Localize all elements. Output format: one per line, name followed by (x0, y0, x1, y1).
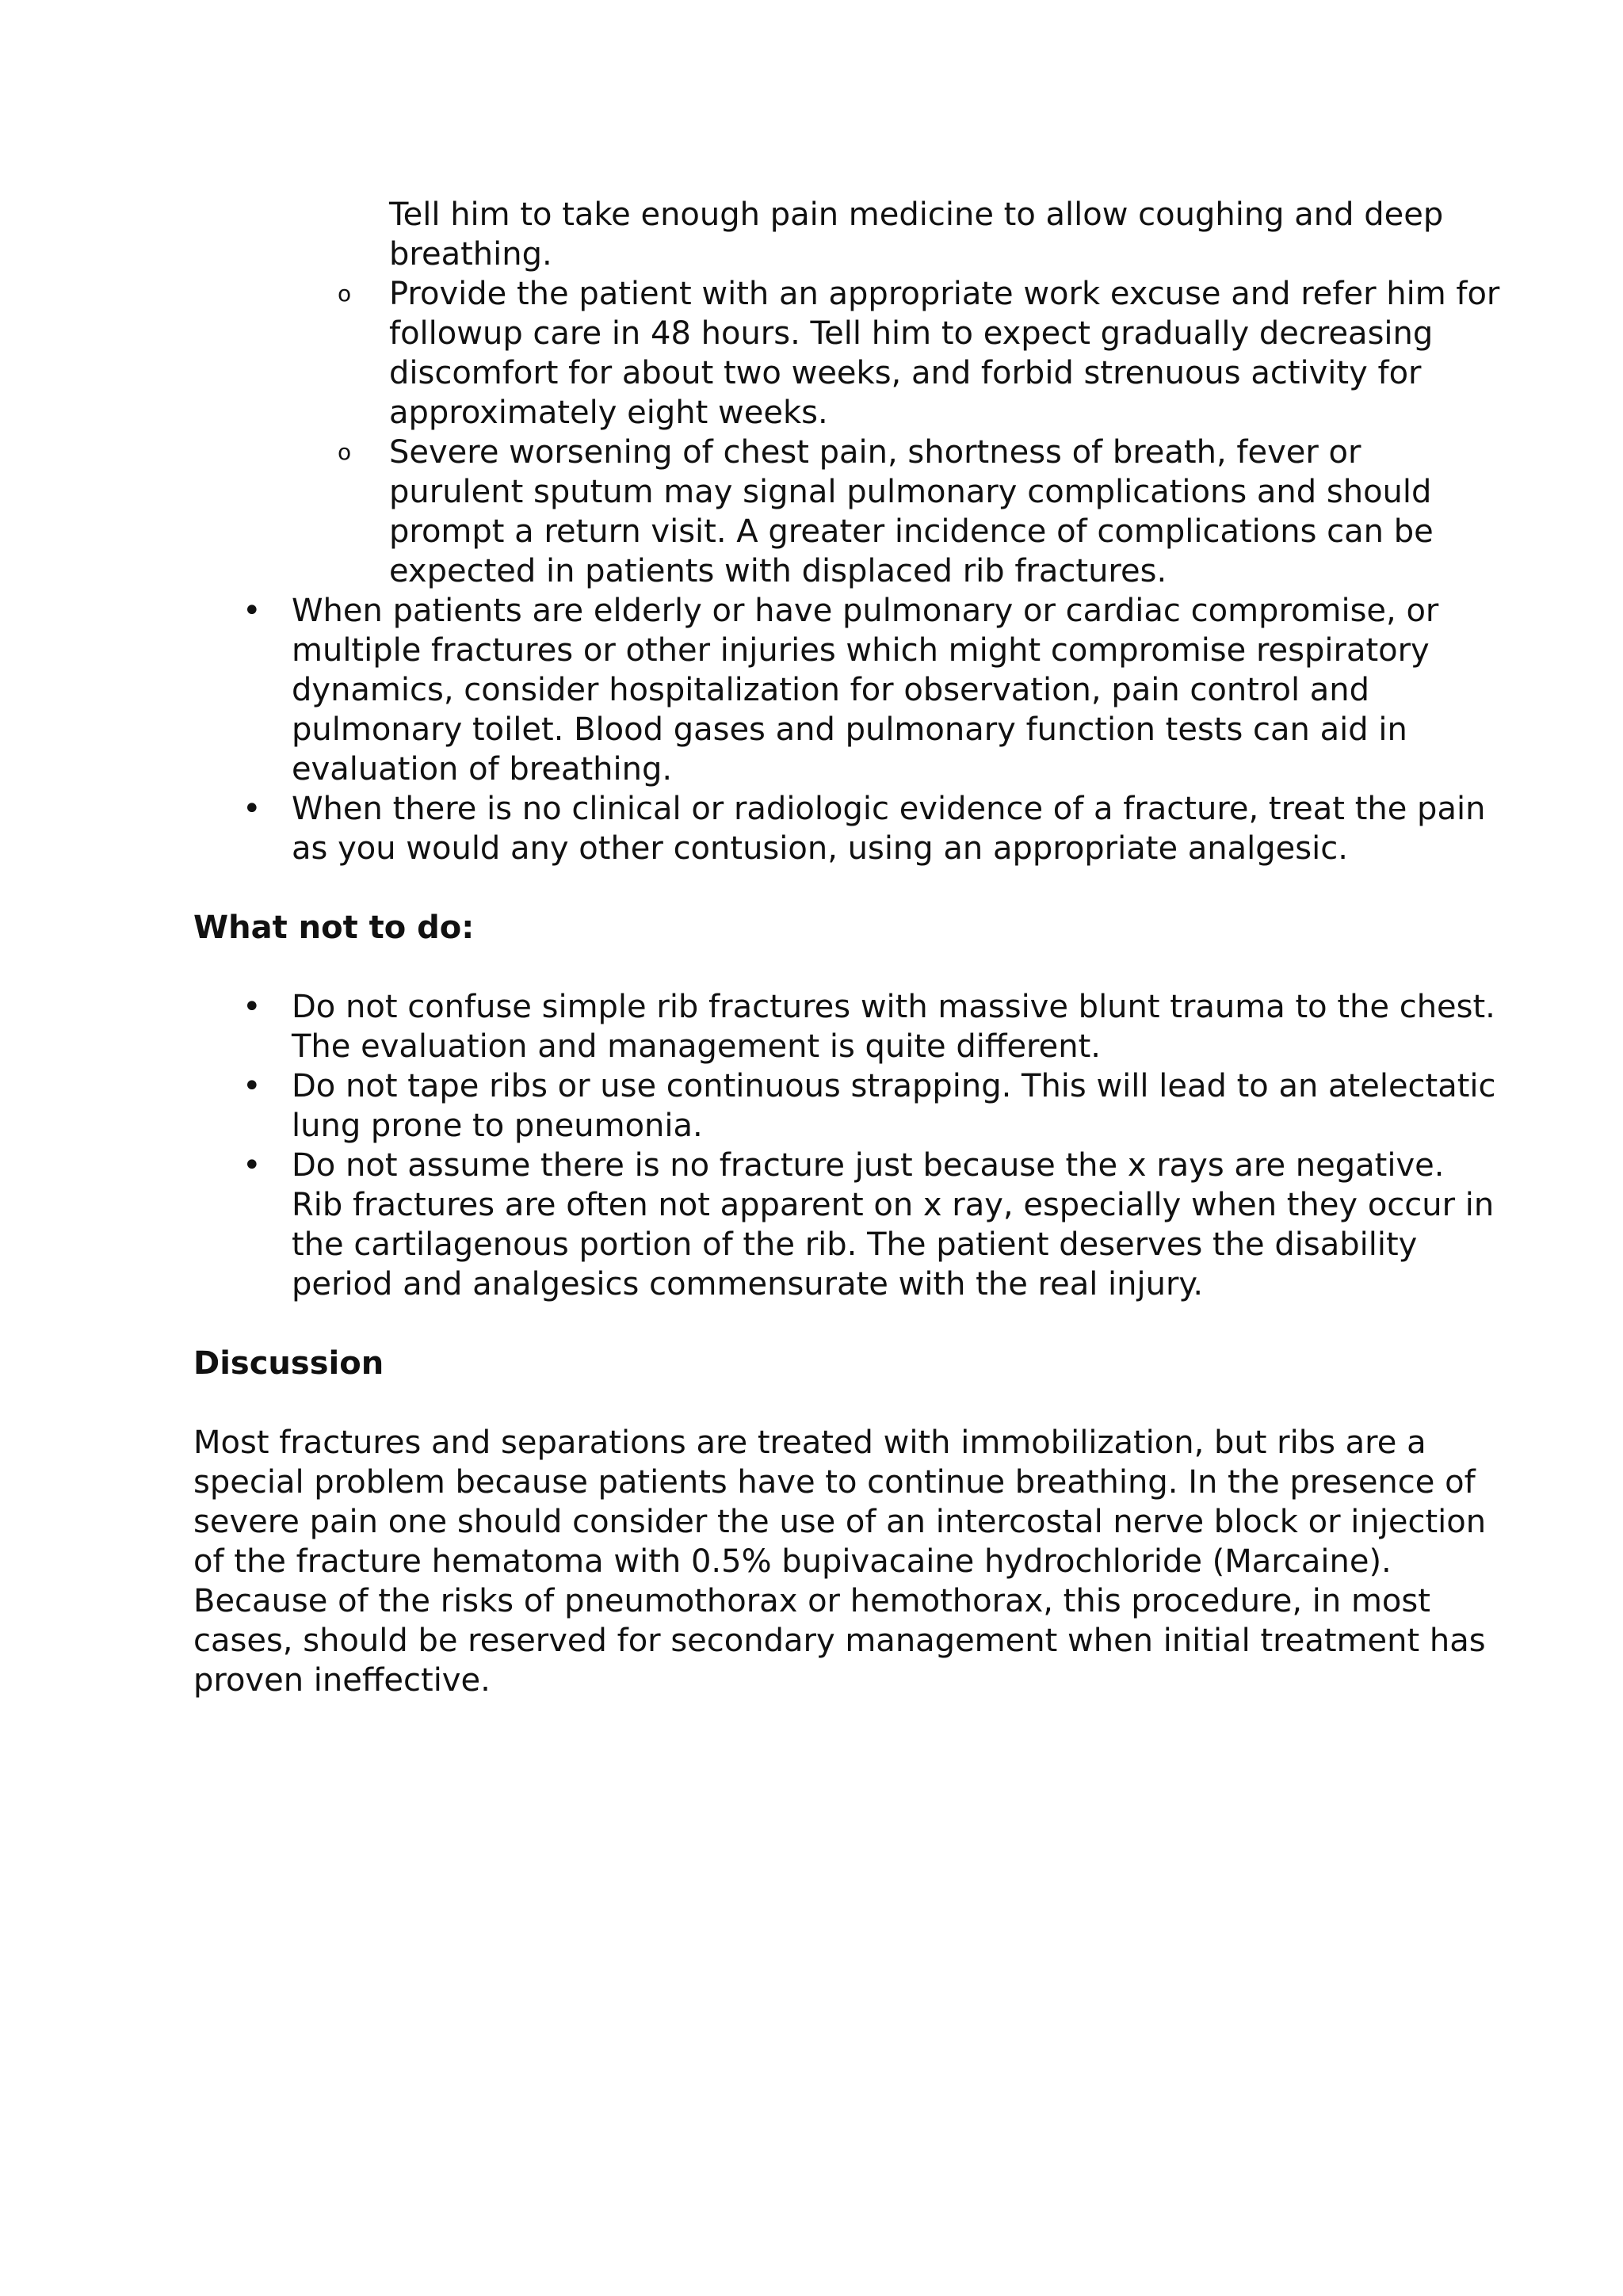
sub-item-text: Severe worsening of chest pain, shortness of breath, fever or purulent sputum may signal pulmonary complications and should prompt a return visit. A greater incidence of complications can be expected in patients with displaced rib fractures. (389, 434, 1434, 589)
what-not-to-do-list (193, 987, 1501, 1304)
continued-sub-item (193, 195, 1501, 274)
bullet-item-hospitalization (193, 591, 1501, 789)
continued-sub-item-text: Tell him to take enough pain medicine to allow coughing and deep breathing. (389, 196, 1444, 273)
bullet-item-blunt-trauma (193, 987, 1501, 1066)
bullet-text: When there is no clinical or radiologic evidence of a fracture, treat the pain as you would any other contusion, using an appropriate analgesic. (292, 791, 1486, 867)
sub-bullet-marker: o (338, 280, 352, 307)
bullet-marker: • (242, 791, 262, 827)
document-page (193, 195, 1501, 1700)
sub-item-complications (193, 433, 1501, 591)
discussion-heading: Discussion (193, 1345, 384, 1382)
bullet-text: Do not confuse simple rib fractures with massive blunt trauma to the chest. The evaluation and management is quite different. (292, 989, 1495, 1065)
bullet-text: Do not tape ribs or use continuous strapping. This will lead to an atelectatic lung prone to pneumonia. (292, 1068, 1496, 1144)
bullet-marker: • (242, 593, 262, 629)
bullet-item-negative-xrays (193, 1146, 1501, 1304)
bullet-item-tape-ribs (193, 1066, 1501, 1146)
sub-item-work-excuse (193, 274, 1501, 433)
bullet-text: Do not assume there is no fracture just because the x rays are negative. Rib fractures are often not apparent on x ray, especially when they occur in the cartilagenous portion of the rib. The patient deserves the disability period and analgesics commensurate with the real injury. (292, 1147, 1495, 1302)
bullet-marker: • (242, 1068, 262, 1104)
what-not-to-do-heading: What not to do: (193, 910, 475, 946)
sub-item-text: Provide the patient with an appropriate work excuse and refer him for followup care in 48 hours. Tell him to expect gradually decreasing discomfort for about two weeks, and forbid strenuous activity for approximately eight weeks. (389, 276, 1500, 431)
main-bullet-list (193, 591, 1501, 868)
bullet-item-no-fracture-evidence (193, 789, 1501, 868)
bullet-text: When patients are elderly or have pulmonary or cardiac compromise, or multiple fractures or other injuries which might compromise respiratory dynamics, consider hospitalization for observation, pain control and pulmonary toilet. Blood gases and pulmonary function tests can aid in evaluation of breathing. (292, 593, 1439, 788)
discussion-paragraph: Most fractures and separations are treated with immobilization, but ribs are a special problem because patients have to continue breathing. In the presence of severe pain one should consider the use of an intercostal nerve block or injection of the fracture hematoma with 0.5% bupivacaine hydrochloride (Marcaine). Because of the risks of pneumothorax or hemothorax, this procedure, in most cases, should be reserved for secondary management when initial treatment has proven ineffective. (193, 1425, 1487, 1699)
bullet-marker: • (242, 1147, 262, 1184)
bullet-marker: • (242, 989, 262, 1025)
sub-bullet-marker: o (338, 439, 352, 465)
